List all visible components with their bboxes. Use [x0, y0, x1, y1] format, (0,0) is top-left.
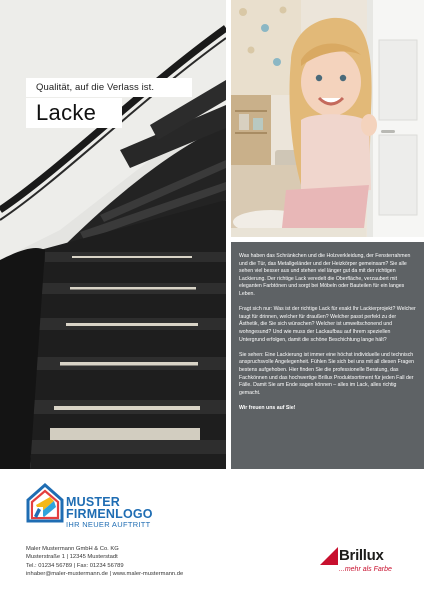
body-text-panel — [231, 242, 424, 469]
logo-line-tagline: IHR NEUER AUFTRITT — [66, 520, 151, 529]
child-door-photo — [231, 0, 424, 237]
body-paragraph: Sie sehen: Eine Lackierung ist immer eine höchst individuelle und technisch anspruchsvolle Angelegenheit. Fühlen Sie sich bei uns mit all diesen Fragen bestens aufgehoben. Hier finden Sie die professionelle Beratung, das Fachkönnen und das hochwertige Brillux Produktsortiment für jeden Fall der Fälle. Damit Sie am Ende sagen können – alles im Lack, alles richtig gemacht. — [239, 351, 415, 396]
body-paragraph: Was haben das Schränkchen und die Holzverkleidung, der Fensterrahmen und die Tür, das Metallgeländer und der Heizkörper gemeinsam? Sie alle sehen viel besser aus und stehen viel länger gut da mit der richtigen Lackierung. Der richtige Lack veredelt die Oberfläche, verzaubert mit eleganten Farbtönen und sorgt bei Möbeln oder Bauteilen für ein langes Leben. — [239, 253, 411, 297]
company-web[interactable]: inhaber@maler-mustermann.de | www.maler-mustermann.de — [26, 570, 184, 577]
hero-tagline: Qualität, auf die Verlass ist. — [26, 78, 192, 97]
contact-block — [26, 545, 183, 578]
staircase-illustration — [0, 0, 226, 469]
hero-title: Lacke — [26, 98, 122, 128]
staircase-photo — [0, 0, 226, 469]
child-illustration — [231, 0, 424, 237]
company-address: Musterstraße 1 | 12345 Musterstadt — [26, 554, 118, 561]
closing-line: Wir freuen uns auf Sie! — [239, 404, 296, 411]
logo-line-firmenlogo: FIRMENLOGO — [66, 507, 153, 521]
company-logo-text — [66, 496, 153, 530]
brillux-triangle-icon — [320, 547, 338, 565]
house-brush-icon — [26, 483, 64, 523]
brillux-brand — [320, 547, 400, 587]
body-paragraph: Fragt sich nur: Was ist der richtige Lack für exakt Ihr Lackierprojekt? Welcher taugt für drinnen, welcher für draußen? Welcher passt perfekt zu der Ästhetik, die Sie sich wünschen? Welcher ist umweltschonend und wohngesund? Und wie muss der Lackaufbau auf Ihrem speziellen Untergrund erfolgen, damit die schöne Beschichtung lange hält? — [239, 306, 416, 343]
company-name: Maler Mustermann GmbH & Co. KG — [26, 546, 119, 552]
company-phone: Tel.: 01234 56789 | Fax: 01234 56789 — [26, 562, 124, 569]
brand-slogan: ...mehr als Farbe — [339, 566, 392, 573]
brand-name: Brillux — [339, 547, 384, 564]
logo-line-muster: MUSTER — [66, 495, 120, 509]
